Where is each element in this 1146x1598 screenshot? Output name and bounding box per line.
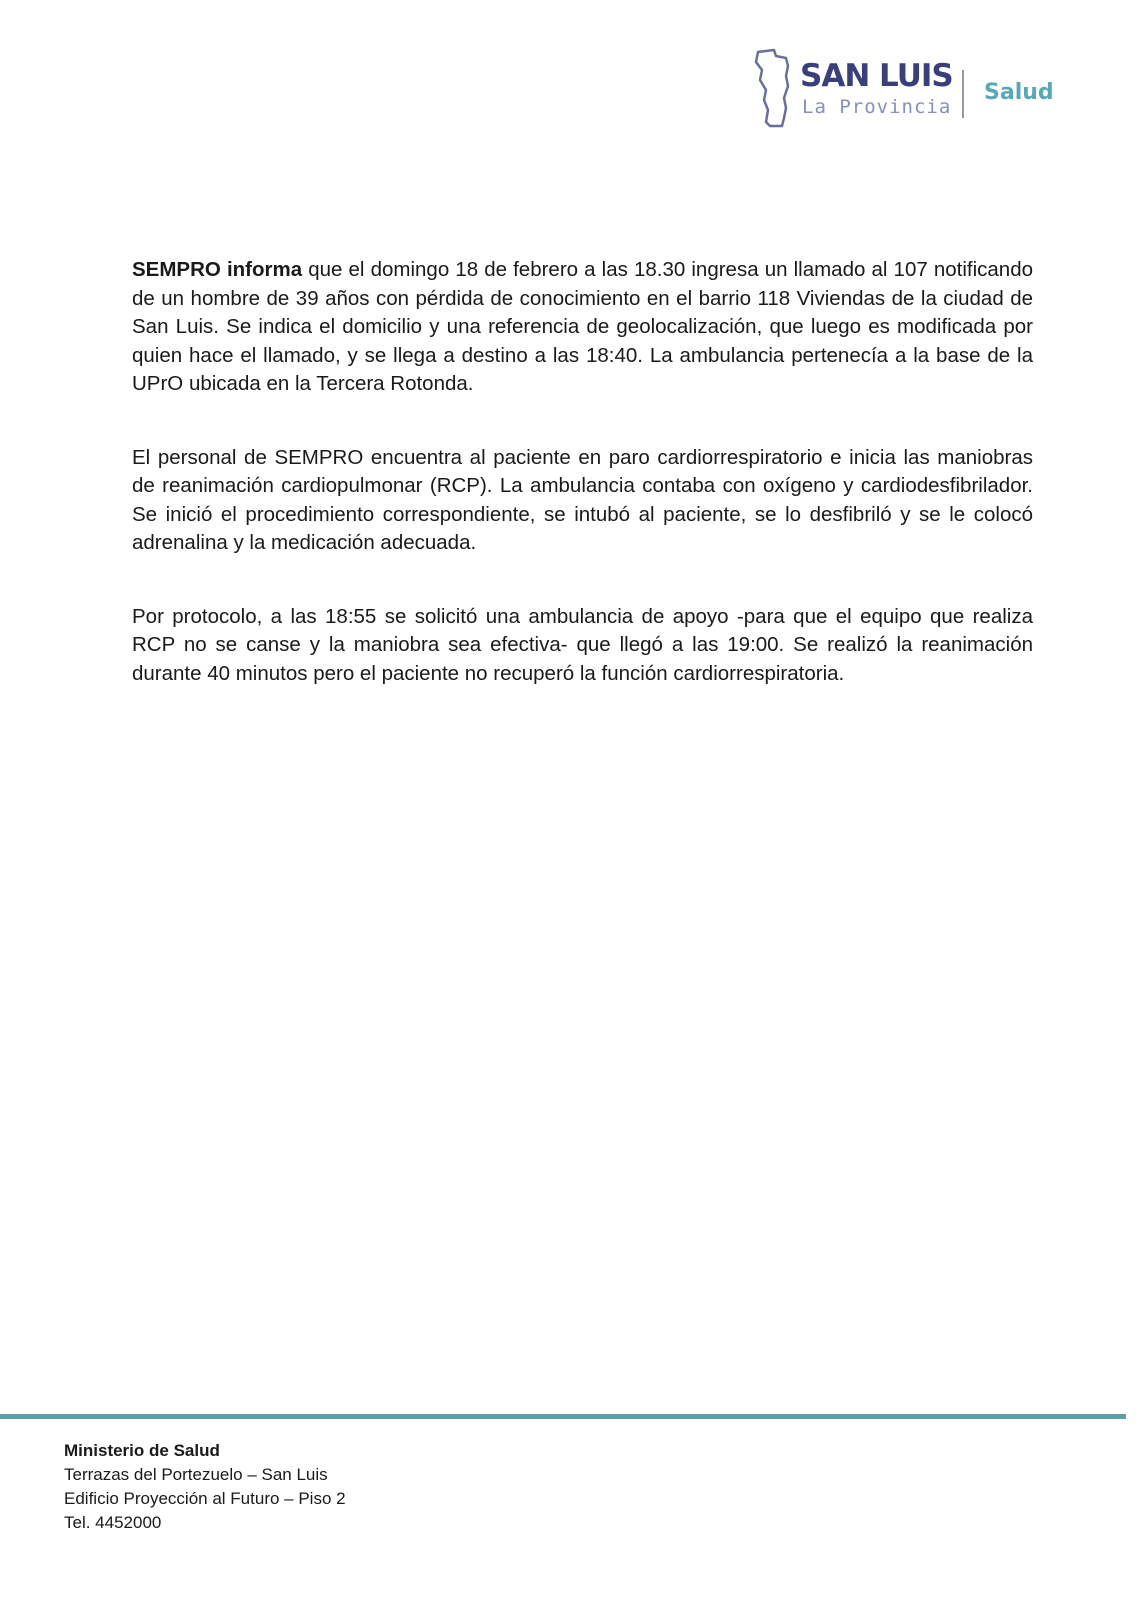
footer-divider: [0, 1414, 1126, 1419]
footer-title: Ministerio de Salud: [64, 1441, 220, 1460]
footer: [64, 1439, 346, 1535]
paragraph-1-text: que el domingo 18 de febrero a las 18.30 ingresa un llamado al 107 notificando de un hombre de 39 años con pérdida de conocimiento en el barrio 118 Viviendas de la ciudad de San Luis. Se indica el domicilio y una referencia de geolocalización, que luego es modificada por quien hace el llamado, y se llega a destino a las 18:40. La ambulancia pertenecía a la base de la UPrO ubicada en la Tercera Rotonda.: [132, 258, 1033, 395]
logo-area-label: Salud: [984, 80, 1054, 105]
paragraph-2: El personal de SEMPRO encuentra al paciente en paro cardiorrespiratorio e inicia las maniobras de reanimación cardiopulmonar (RCP). La ambulancia contaba con oxígeno y cardiodesfibrilador. Se inició el procedimiento correspondiente, se intubó al paciente, se lo desfibriló y se le colocó adrenalina y la medicación adecuada.: [132, 445, 1033, 554]
paragraph-1: [132, 256, 1033, 399]
logo-subtitle: La Provincia: [802, 96, 952, 118]
footer-address-line-2: Edificio Proyección al Futuro – Piso 2: [64, 1489, 346, 1508]
logo-divider: [962, 70, 964, 118]
footer-phone: Tel. 4452000: [64, 1513, 162, 1532]
ministry-logo: [752, 46, 1072, 130]
footer-address-line-1: Terrazas del Portezuelo – San Luis: [64, 1465, 328, 1484]
map-outline-icon: [752, 46, 792, 130]
paragraph-1-lead: SEMPRO informa: [132, 258, 303, 281]
document-body: [132, 256, 1033, 733]
logo-name: SAN LUIS: [800, 58, 953, 94]
paragraph-3: Por protocolo, a las 18:55 se solicitó una ambulancia de apoyo -para que el equipo que realiza RCP no se canse y la maniobra sea efectiva- que llegó a las 19:00. Se realizó la reanimación durante 40 minutos pero el paciente no recuperó la función cardiorrespiratoria.: [132, 604, 1033, 685]
